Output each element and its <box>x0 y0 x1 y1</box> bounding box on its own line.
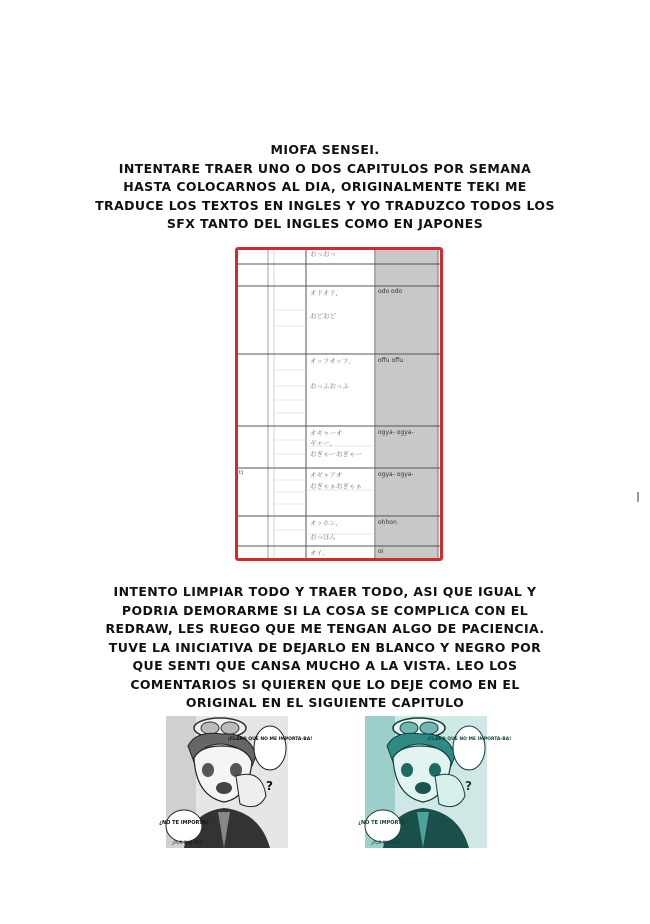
manga-panel-teal <box>358 716 512 848</box>
jp-cell: オイ、 <box>310 549 329 557</box>
jp-cell: おっほん <box>310 533 336 541</box>
jp-cell: オッフオッフ、 <box>310 357 355 365</box>
note-line: INTENTO LIMPIAR TODO Y TRAER TODO, ASI QUE IGUAL Y <box>113 584 537 599</box>
jp-cell: おぎゃぁおぎゃぁ <box>310 482 362 490</box>
note-line: TRADUCE LOS TEXTOS EN INGLES Y YO TRADUZCO TODOS LOS <box>95 197 555 213</box>
bubble-text-bottom: ¿NO TE IMPORTA? <box>358 820 408 826</box>
romaji-cell: oi <box>378 548 384 555</box>
note-line: QUE SENTI QUE CANSA MUCHO A LA VISTA. LEO LOS <box>132 658 518 673</box>
spreadsheet-svg <box>238 250 440 558</box>
note-line: PODRIA DEMORARME SI LA COSA SE COMPLICA CON EL <box>121 602 529 618</box>
manga-panel-bw <box>159 716 313 848</box>
romaji-cell: ogya- ogya- <box>378 471 414 478</box>
note-line: ORIGINAL EN EL SIGUIENTE CAPITULO <box>185 695 465 710</box>
small-text: ¿POR QUÉ NO? <box>371 840 401 845</box>
romaji-cell: odo odo <box>378 288 403 295</box>
note-line: COMENTARIOS SI QUIEREN QUE LO DEJE COMO EN EL <box>130 676 520 692</box>
jp-cell: おっおっ <box>310 250 336 258</box>
jp-cell: オギャアオ <box>310 471 343 479</box>
manga-illustration <box>358 716 512 848</box>
romaji-cell: offu offu <box>378 357 404 364</box>
manga-illustration <box>159 716 313 848</box>
note-top <box>0 141 650 234</box>
jp-cell: おっふおっふ <box>310 382 349 390</box>
romaji-cell: ogya- ogya- <box>378 429 414 436</box>
note-line: HASTA COLOCARNOS AL DIA, ORIGINALMENTE TEKI ME <box>123 179 527 194</box>
jp-cell: オドオド、 <box>310 289 342 297</box>
romaji-cell: ohhon <box>378 519 397 526</box>
question-mark: ? <box>266 779 273 793</box>
note-bottom <box>0 583 650 713</box>
note-line: SFX TANTO DEL INGLES COMO EN JAPONES <box>166 216 484 231</box>
jp-cell: ギャー、 <box>310 439 336 447</box>
spreadsheet-image <box>235 247 443 561</box>
small-text: ¿POR QUÉ NO? <box>172 840 202 845</box>
note-line: MIOFA SENSEI. <box>270 142 380 157</box>
note-line: REDRAW, LES RUEGO QUE ME TENGAN ALGO DE PACIENCIA. <box>105 621 545 636</box>
bubble-text-bottom: ¿NO TE IMPORTA? <box>159 820 209 826</box>
question-mark: ? <box>465 779 472 793</box>
bubble-text-top: ¡CLARO QUE NO ME IMPORTA-BA! <box>426 737 512 742</box>
jp-cell: オッホン、 <box>310 519 342 527</box>
side-mark: t) <box>239 470 244 476</box>
note-line: INTENTARE TRAER UNO O DOS CAPITULOS POR SEMANA <box>118 160 532 176</box>
stray-mark <box>637 492 639 502</box>
jp-cell: おどおど <box>310 312 336 320</box>
bubble-text-top: ¡CLARO QUE NO ME IMPORTA-BA! <box>227 737 313 742</box>
jp-cell: おぎゃーおぎゃー <box>310 450 362 458</box>
note-line: TUVE LA INICIATIVA DE DEJARLO EN BLANCO Y NEGRO POR <box>108 639 542 655</box>
jp-cell: オギャーオ <box>310 429 343 437</box>
